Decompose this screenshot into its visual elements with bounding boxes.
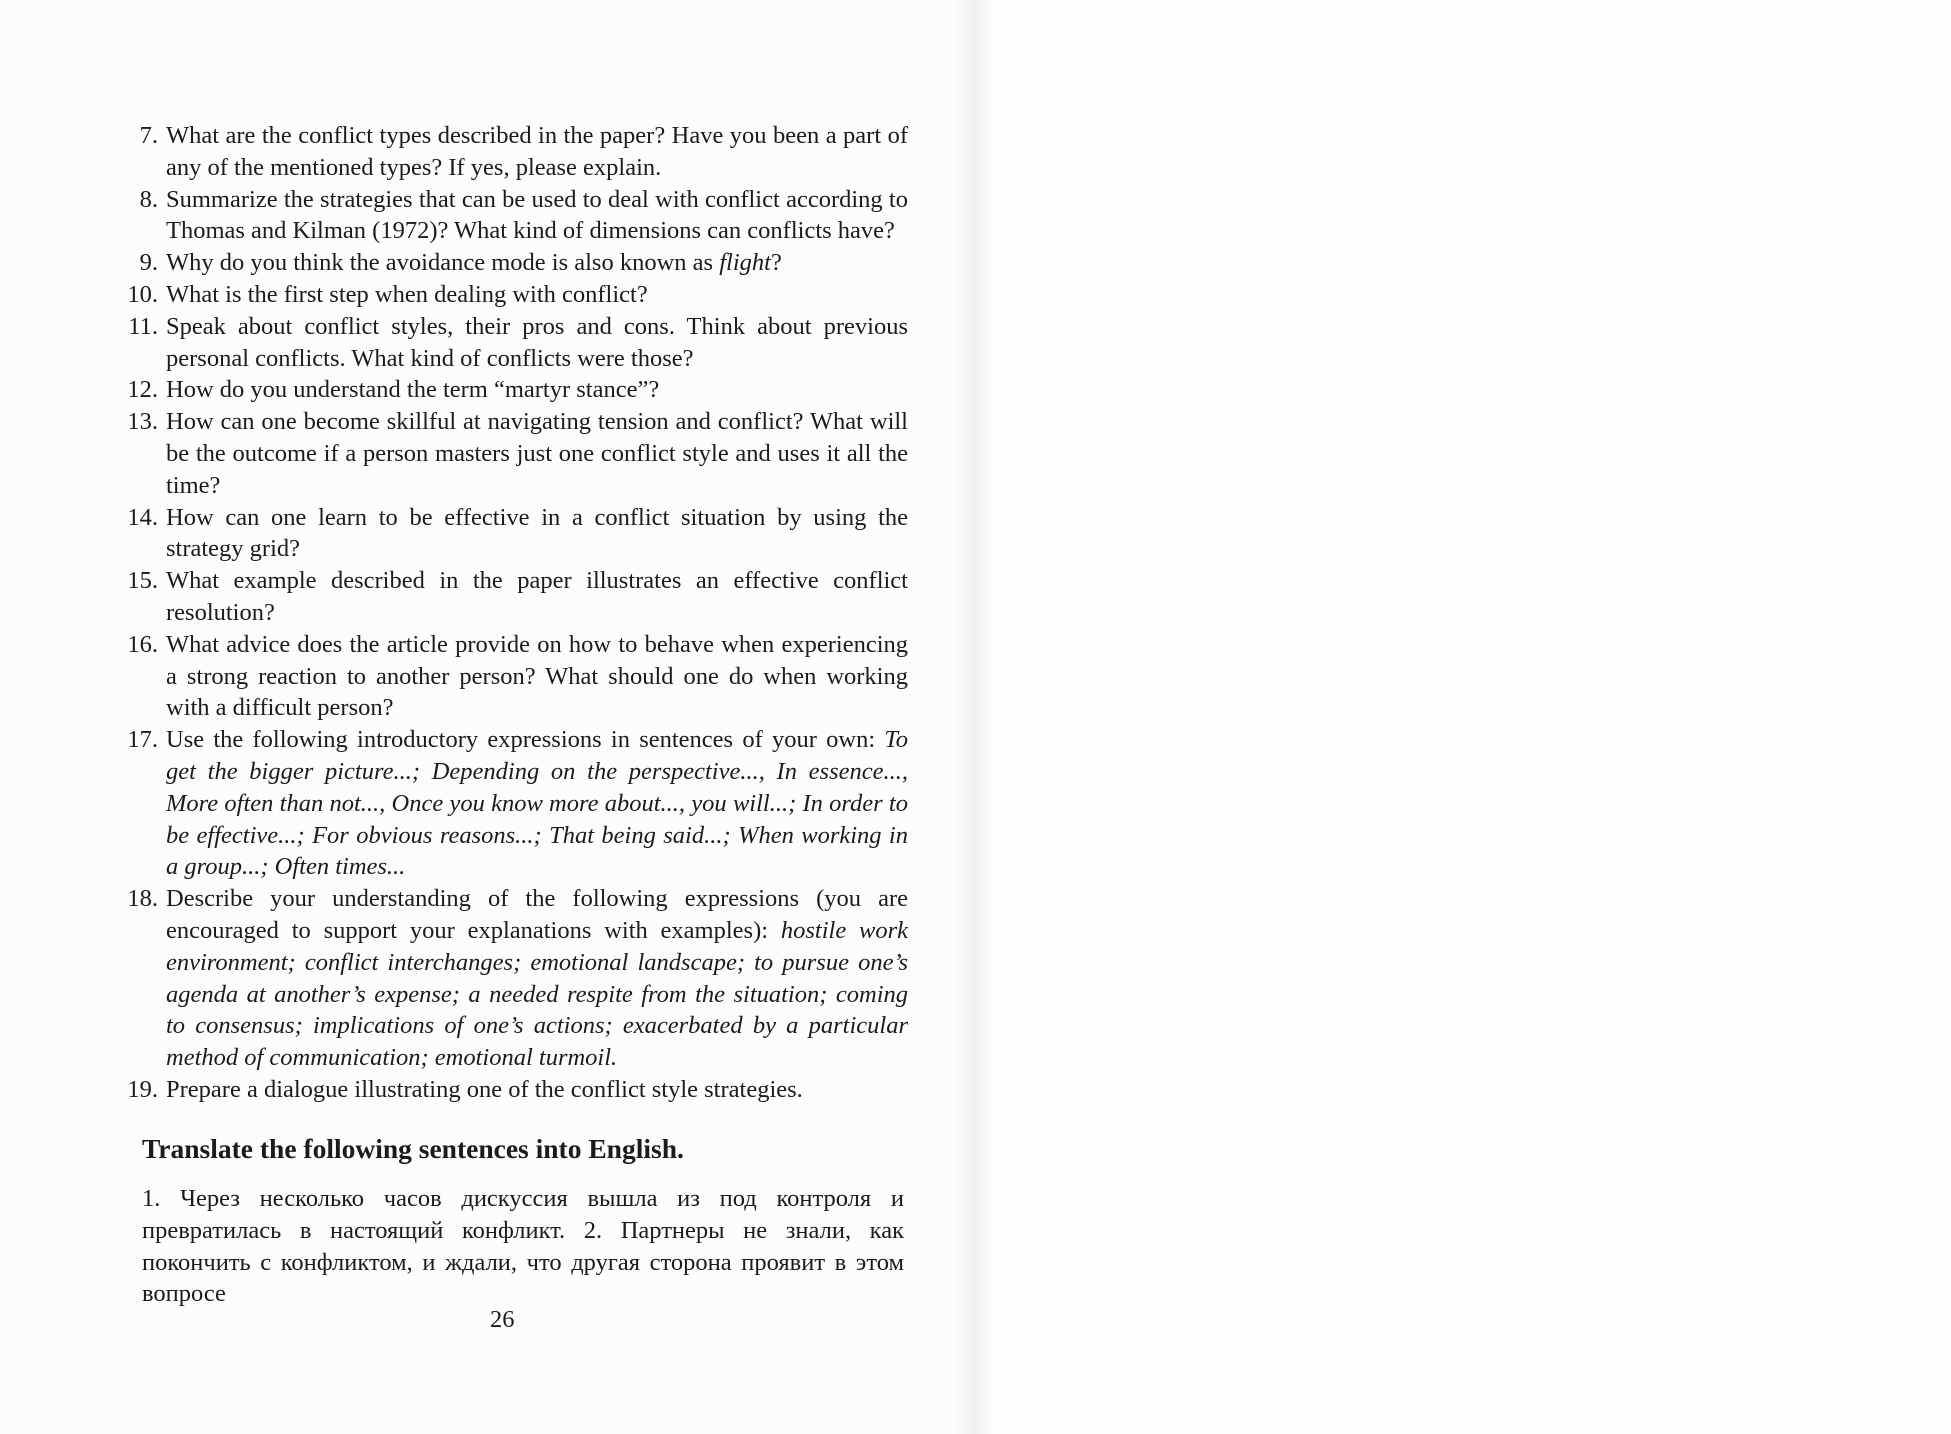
question-item [118, 629, 908, 724]
left-page [0, 0, 975, 1434]
question-item [118, 406, 908, 501]
question-text [158, 374, 908, 406]
question-item [118, 565, 908, 629]
text-run: Summarize the strategies that can be used to deal with conflict according to Thomas and Kilman (1972)? What kind of dimensions can conflicts have? [166, 185, 908, 245]
text-run: What are the conflict types described in the paper? Have you been a part of any of the mentioned types? If yes, please explain. [166, 122, 908, 181]
question-text [158, 724, 908, 883]
right-page [975, 0, 1951, 1434]
question-text [158, 120, 908, 184]
question-number: 7. [139, 122, 158, 149]
question-item [118, 1074, 908, 1106]
question-item [118, 184, 908, 248]
question-text [158, 629, 908, 724]
text-run: What is the first step when dealing with conflict? [166, 280, 648, 308]
question-text [158, 565, 908, 629]
text-run: ? [770, 249, 782, 277]
question-number: 17. [127, 726, 158, 754]
italic-phrase: To get the bigger picture...; Depending on the perspective..., In essence..., More often than not..., Once you know more about..., you will...; In order to be effective...; For obvious reasons...; That being said...; When working in a group...; Often times... [166, 726, 908, 881]
text-run: Prepare a dialogue illustrating one of the conflict style strategies. [166, 1075, 803, 1103]
question-number: 12. [127, 376, 158, 404]
text-run: Use the following introductory expressions in sentences of your own: [166, 726, 885, 754]
question-text [158, 184, 908, 248]
question-text [158, 247, 908, 279]
translate-heading: Translate the following sentences into English. [142, 1133, 684, 1164]
question-text [158, 1074, 908, 1106]
question-item [118, 279, 908, 311]
text-run: How can one learn to be effective in a conflict situation by using the strategy grid? [166, 503, 908, 563]
text-run: What advice does the article provide on how to behave when experiencing a strong reaction to another person? What should one do when working with a difficult person? [166, 630, 908, 722]
text-run: How do you understand the term “martyr stance”? [166, 376, 660, 404]
question-item [118, 311, 908, 375]
question-item [118, 120, 908, 184]
question-text [158, 279, 908, 311]
question-number: 19. [127, 1075, 158, 1103]
text-run: What example described in the paper illustrates an effective conflict resolution? [166, 567, 908, 626]
italic-phrase: hostile work environment; conflict interchanges; emotional landscape; to pursue one’s agenda at another’s expense; a needed respite from the situation; coming to consensus; implications of one’s actions; exacerbated by a particular method of communication; emotional turmoil. [166, 916, 908, 1072]
question-item [118, 247, 908, 279]
question-number: 13. [127, 408, 158, 436]
question-text [158, 883, 908, 1074]
question-item [118, 374, 908, 406]
italic-phrase: flight [719, 249, 771, 277]
translation-paragraph-start: 1. Через несколько часов дискуссия вышла из под контроля и превратилась в настоящий конфликт. 2. Партнеры не знали, как покончить с конфликтом, и ждали, что другая сторона проявит в этом вопросе [142, 1185, 904, 1308]
question-item [118, 883, 908, 1074]
question-item [118, 502, 908, 566]
question-item [118, 724, 908, 883]
question-number: 9. [139, 249, 158, 277]
question-text [158, 406, 908, 501]
question-text [158, 502, 908, 566]
question-number: 10. [127, 280, 158, 308]
question-number: 15. [127, 567, 158, 595]
question-number: 11. [128, 312, 158, 340]
question-text [158, 311, 908, 375]
question-number: 18. [127, 885, 158, 913]
question-number: 14. [127, 503, 158, 531]
question-number: 8. [139, 185, 158, 213]
discussion-questions-list [118, 120, 908, 1106]
text-run: Describe your understanding of the following expressions (you are encouraged to support your explanations with examples): [166, 885, 908, 944]
text-run: Speak about conflict styles, their pros and cons. Think about previous personal conflicts. What kind of conflicts were those? [166, 312, 908, 372]
question-number: 16. [127, 630, 158, 658]
page-number-left: 26 [490, 1306, 515, 1333]
text-run: Why do you think the avoidance mode is also known as [166, 249, 720, 277]
text-run: How can one become skillful at navigating tension and conflict? What will be the outcome if a person masters just one conflict style and uses it all the time? [166, 408, 908, 499]
